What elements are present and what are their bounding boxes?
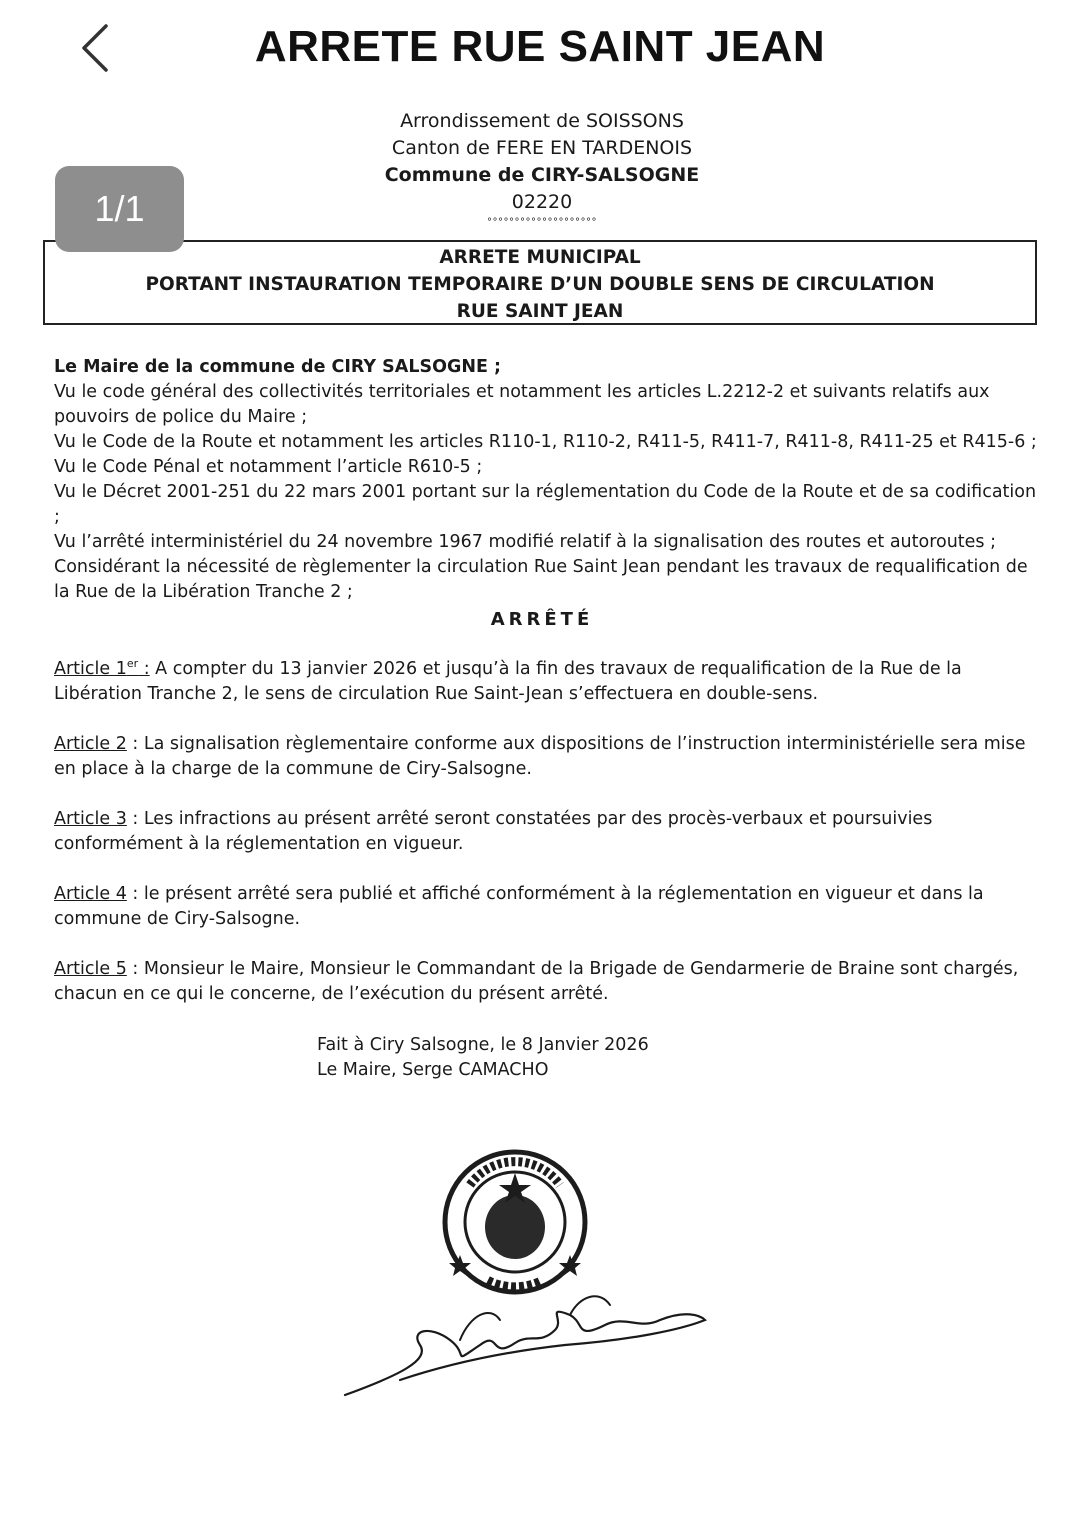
article-text: : Monsieur le Maire, Monsieur le Commandant de la Brigade de Gendarmerie de Braine sont chargés, chacun en ce qui le concerne, de l’exécution du présent arrêté.	[54, 959, 1019, 1004]
title-line-2: PORTANT INSTAURATION TEMPORAIRE D’UN DOUBLE SENS DE CIRCULATION	[145, 274, 935, 295]
page-counter-badge: 1/1	[55, 166, 184, 252]
document-page	[0, 100, 1080, 1519]
article-label: Article 5	[54, 959, 127, 979]
arrondissement: Arrondissement de SOISSONS	[400, 110, 684, 132]
ornament-divider: °°°°°°°°°°°°°°°°°°°°	[487, 217, 597, 228]
article-5	[54, 957, 1044, 1007]
preamble-line: Vu le Code de la Route et notamment les articles R110-1, R110-2, R411-5, R411-7, R411-8, R411-25 et R415-6 ;	[54, 432, 1037, 452]
title-line-1: ARRETE MUNICIPAL	[439, 247, 641, 268]
title-line-3: RUE SAINT JEAN	[456, 301, 624, 322]
article-3	[54, 807, 1044, 857]
preamble	[54, 355, 1044, 605]
preamble-line: Vu le Code Pénal et notamment l’article R610-5 ;	[54, 457, 483, 477]
article-text: : Les infractions au présent arrêté seront constatées par des procès-verbaux et poursuivies conformément à la réglementation en vigueur.	[54, 809, 933, 854]
article-text: A compter du 13 janvier 2026 et jusqu’à la fin des travaux de requalification de la Rue de la Libération Tranche 2, le sens de circulation Rue Saint-Jean s’effectuera en double-sens.	[54, 659, 962, 704]
article-text: : le présent arrêté sera publié et affiché conformément à la réglementation en vigueur et dans la commune de Ciry-Salsogne.	[54, 884, 984, 929]
commune: Commune de CIRY-SALSOGNE	[384, 164, 700, 186]
preamble-line: Vu l’arrêté interministériel du 24 novembre 1967 modifié relatif à la signalisation des routes et autoroutes ;	[54, 532, 997, 552]
signature-icon	[340, 1285, 720, 1405]
article-1	[54, 657, 1044, 707]
article-text: : La signalisation règlementaire conforme aux dispositions de l’instruction interministérielle sera mise en place à la charge de la commune de Ciry-Salsogne.	[54, 734, 1026, 779]
arrete-heading: ARRÊTÉ	[490, 609, 594, 630]
decree-title-box	[43, 240, 1037, 325]
article-2	[54, 732, 1044, 782]
preamble-line: Vu le Décret 2001-251 du 22 mars 2001 portant sur la réglementation du Code de la Route et de sa codification ;	[54, 482, 1037, 527]
article-label: Article 1er :	[54, 657, 150, 679]
preamble-intro: Le Maire de la commune de CIRY SALSOGNE ;	[54, 357, 502, 377]
preamble-line: Considérant la nécessité de règlementer la circulation Rue Saint Jean pendant les travaux de requalification de la Rue de la Libération Tranche 2 ;	[54, 557, 1028, 602]
article-label: Article 2	[54, 734, 127, 754]
place-date: Fait à Ciry Salsogne, le 8 Janvier 2026	[317, 1035, 649, 1055]
page-title: ARRETE RUE SAINT JEAN	[254, 22, 826, 71]
articles	[54, 657, 1044, 1032]
mairie-stamp-icon	[440, 1145, 590, 1300]
article-label: Article 3	[54, 809, 127, 829]
preamble-line: Vu le code général des collectivités territoriales et notamment les articles L.2212-2 et suivants relatifs aux pouvoirs de police du Maire ;	[54, 382, 990, 427]
canton: Canton de FERE EN TARDENOIS	[391, 137, 693, 159]
postal-code: 02220	[511, 191, 573, 213]
signatory: Le Maire, Serge CAMACHO	[317, 1060, 549, 1080]
top-bar	[0, 0, 1080, 100]
article-label: Article 4	[54, 884, 127, 904]
article-4	[54, 882, 1044, 932]
signoff	[317, 1033, 649, 1083]
